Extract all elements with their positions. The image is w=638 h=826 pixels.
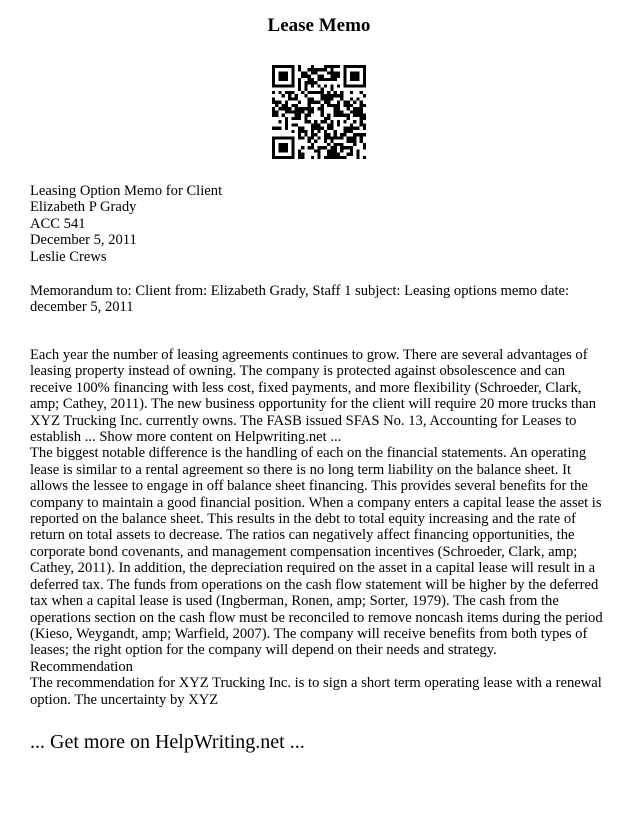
document-title: Lease Memo [267,15,371,36]
header-line: ACC 541 [30,215,86,232]
memo-body [30,347,610,708]
header-line: Leslie Crews [30,248,107,265]
memo-line: Memorandum to: Client from: Elizabeth Grady, Staff 1 subject: Leasing options memo date: december 5, 2011 [30,283,570,316]
get-more-link[interactable]: ... Get more on HelpWriting.net ... [30,731,305,753]
header-line: December 5, 2011 [30,232,137,249]
paragraph: The recommendation for XYZ Trucking Inc. is to sign a short term operating lease with a renewal option. The uncertainty by XYZ [30,675,602,708]
paragraph: Each year the number of leasing agreements continues to grow. There are several advantages of leasing property instead of owning. The company is protected against obsolescence and can receive 100% financing with less cost, fixed payments, and more flexibility (Schroeder, Clark, amp; Cathey, 2011). The new business opportunity for the client will require 20 more trucks than XYZ Trucking Inc. currently owns. The FASB issued SFAS No. 13, Accounting for Leases to establish ... Show more content on Helpwriting.net ... [30,347,597,446]
section-heading: Recommendation [30,658,133,675]
header-line: Leasing Option Memo for Client [30,183,223,199]
memo-header [30,183,610,265]
qr-code-icon [272,65,366,159]
paragraph: The biggest notable difference is the handling of each on the financial statements. An operating lease is similar to a rental agreement so there is no long term liability on the balance sheet. It allows the lessee to engage in off balance sheet financing. This provides several benefits for the company to maintain a good financial position. When a company enters a capital lease the asset is reported on the balance sheet. This results in the debt to total equity increasing and the rate of return on total assets to decrease. The ratios can negatively affect financing opportunities, the corporate bond covenants, and management compensation incentives (Schroeder, Clark, amp; Cathey, 2011). In addition, the depreciation required on the asset in a capital lease will result in a deferred tax. The funds from operations on the cash flow statement will be higher by the deferred tax when a capital lease is used (Ingberman, Ronen, amp; Sorter, 1979). The cash from the operations section on the cash flow must be reconciled to remove noncash items during the period (Kieso, Weygandt, amp; Warfield, 2007). The company will receive benefits from both types of leases; the right option for the company will depend on their needs and strategy. [30,445,603,659]
header-line: Elizabeth P Grady [30,199,137,216]
